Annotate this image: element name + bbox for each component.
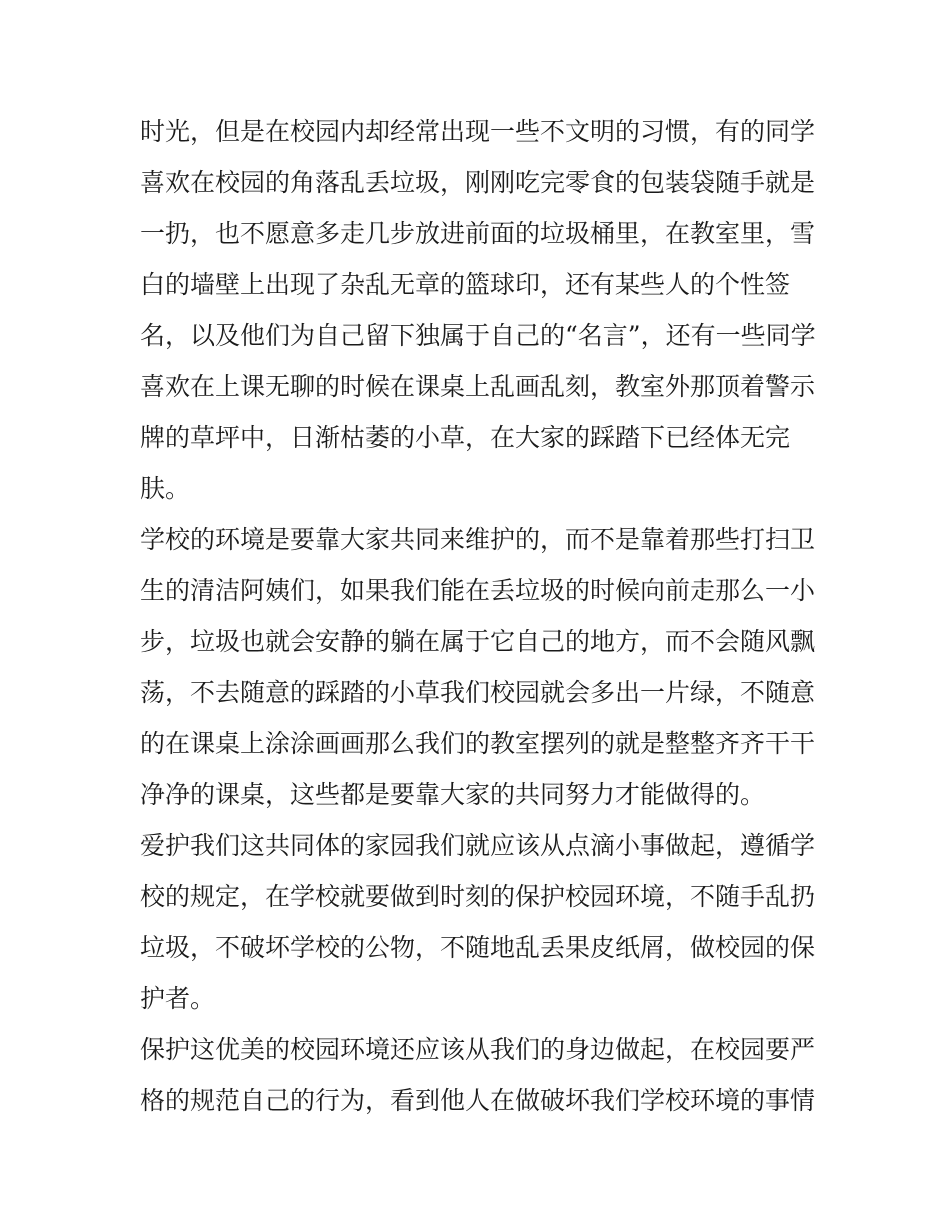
text-line: 喜欢在上课无聊的时候在课桌上乱画乱刻，教室外那顶着警示 — [140, 372, 816, 401]
text-line: 荡，不去随意的踩踏的小草我们校园就会多出一片绿，不随意 — [140, 678, 816, 707]
text-line: 保护这优美的校园环境还应该从我们的身边做起，在校园要严 — [140, 1035, 816, 1064]
document-body — [140, 106, 820, 1126]
text-line: 护者。 — [140, 984, 216, 1013]
text-line: 喜欢在校园的角落乱丢垃圾，刚刚吃完零食的包装袋随手就是 — [140, 168, 816, 197]
text-line: 牌的草坪中，日渐枯萎的小草，在大家的踩踏下已经体无完 — [140, 423, 791, 452]
text-line: 白的墙壁上出现了杂乱无章的篮球印，还有某些人的个性签 — [140, 270, 791, 299]
text-line: 的在课桌上涂涂画画那么我们的教室摆列的就是整整齐齐干干 — [140, 729, 816, 758]
text-line: 格的规范自己的行为，看到他人在做破坏我们学校环境的事情 — [140, 1086, 816, 1115]
text-line: 生的清洁阿姨们，如果我们能在丢垃圾的时候向前走那么一小 — [140, 576, 816, 605]
text-line: 校的规定，在学校就要做到时刻的保护校园环境，不随手乱扔 — [140, 882, 816, 911]
text-line: 净净的课桌，这些都是要靠大家的共同努力才能做得的。 — [140, 780, 766, 809]
text-line: 学校的环境是要靠大家共同来维护的，而不是靠着那些打扫卫 — [140, 525, 816, 554]
text-line: 一扔，也不愿意多走几步放进前面的垃圾桶里，在教室里，雪 — [140, 219, 816, 248]
text-line: 爱护我们这共同体的家园我们就应该从点滴小事做起，遵循学 — [140, 831, 816, 860]
text-line: 步，垃圾也就会安静的躺在属于它自己的地方，而不会随风飘 — [140, 627, 816, 656]
text-line: 肤。 — [140, 474, 191, 503]
text-line: 名，以及他们为自己留下独属于自己的“名言”，还有一些同学 — [140, 321, 816, 350]
text-line: 时光，但是在校园内却经常出现一些不文明的习惯，有的同学 — [140, 117, 816, 146]
text-line: 垃圾，不破坏学校的公物，不随地乱丢果皮纸屑，做校园的保 — [140, 933, 816, 962]
